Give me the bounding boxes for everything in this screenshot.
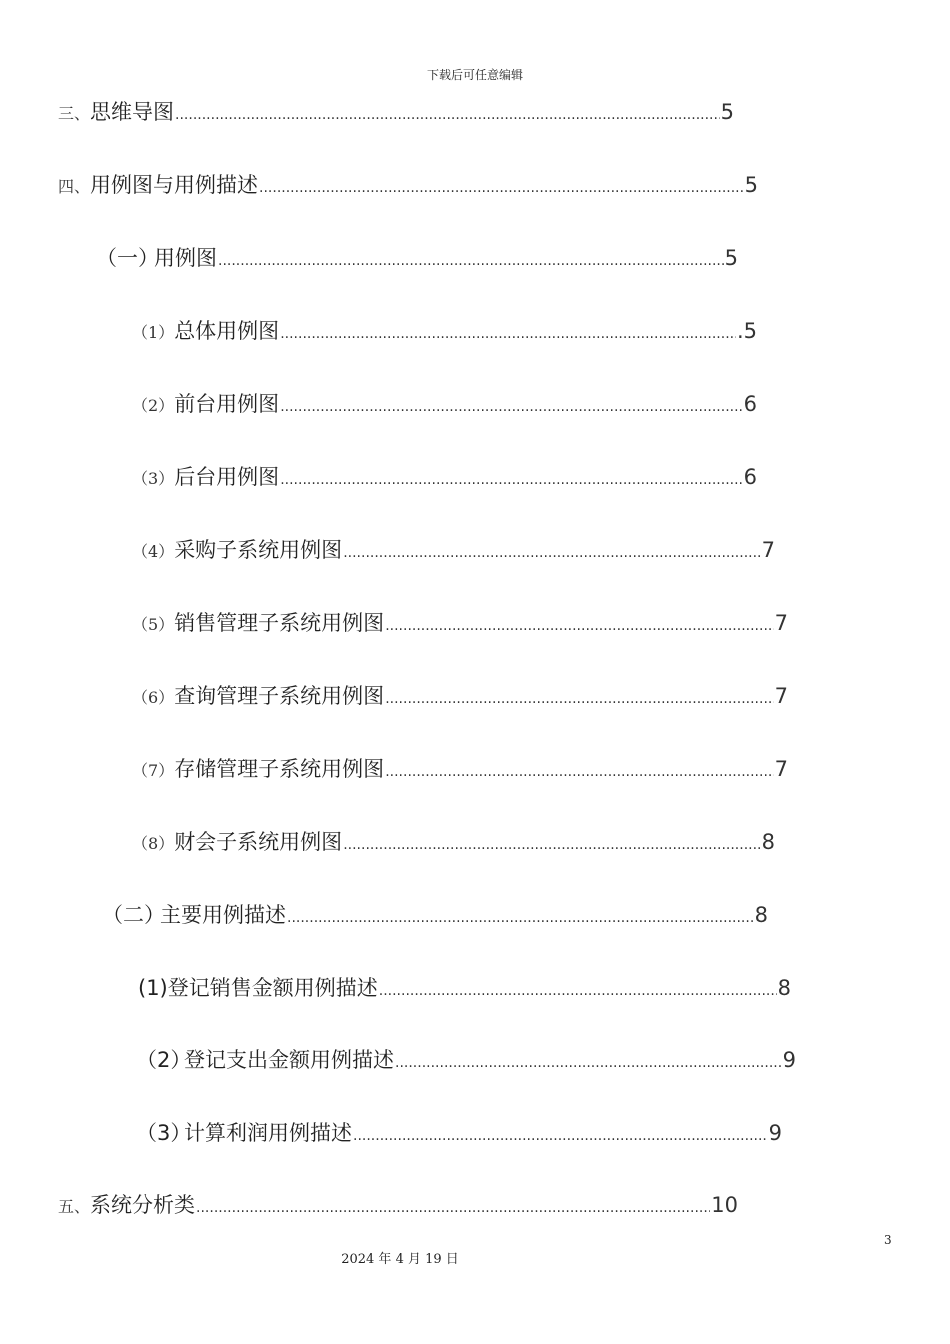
dot-leader [218,247,724,275]
page-header: 下载后可任意编辑 [426,68,523,82]
toc-entry[interactable] [136,1046,796,1077]
dot-leader [280,393,742,421]
toc-entry[interactable] [132,390,757,421]
toc-entry-title: 财会子系统用例图 [174,830,343,854]
page-number: 3 [884,1233,892,1247]
toc-entry-title: 总体用例图 [174,319,280,343]
toc-entry-title: 系统分析类 [90,1193,196,1217]
toc-entry-page: 8 [761,830,775,854]
toc-entry-page: 6 [743,465,757,489]
toc-entry-number: （8） [132,834,175,853]
dot-leader [175,101,720,129]
toc-entry-title: 存储管理子系统用例图 [174,757,385,781]
dot-leader [395,1049,782,1077]
toc-entry-page: 8 [777,976,791,1000]
toc-entry-number: （7） [132,761,175,780]
dot-leader [280,320,736,348]
toc-entry[interactable] [136,1119,782,1150]
toc-entry-title: 主要用例描述 [160,903,286,927]
dot-leader [280,466,742,494]
toc-entry[interactable] [138,974,791,1005]
footer-date: 2024 年 4 月 19 日 [341,1252,459,1267]
toc-entry-page: 6 [743,392,757,416]
toc-entry-number: (1) [138,976,168,1000]
toc-entry-page: 7 [761,538,775,562]
toc-entry[interactable] [132,682,788,713]
dot-leader [385,758,773,786]
toc-entry-page: 8 [754,903,768,927]
toc-entry-page: 9 [768,1121,782,1145]
toc-entry-title: 登记销售金额用例描述 [167,976,378,1000]
toc-entry[interactable] [58,1191,738,1222]
toc-entry-number: （3） [132,469,175,488]
toc-entry[interactable] [58,171,758,202]
dot-leader [385,612,773,640]
dot-leader [343,831,760,859]
toc-entry[interactable] [102,901,768,932]
toc-entry-number: （1） [132,323,175,342]
toc-entry-page: 9 [782,1048,796,1072]
toc-entry[interactable] [132,828,775,859]
toc-entry-page: 5 [724,246,738,270]
toc-entry-page: 7 [774,757,788,781]
toc-entry[interactable] [58,98,734,129]
toc-entry-number: 三、 [58,104,91,123]
toc-entry-title: 销售管理子系统用例图 [174,611,385,635]
toc-entry-title: 采购子系统用例图 [174,538,343,562]
toc-entry-number: 五、 [58,1197,91,1216]
toc-entry-title: 查询管理子系统用例图 [174,684,385,708]
toc-entry-number: （4） [132,542,175,561]
dot-leader [259,174,744,202]
toc-entry-page: 5 [720,100,734,124]
toc-entry[interactable] [132,317,757,348]
toc-entry-number: （一） [96,246,159,270]
toc-entry-page: 7 [774,611,788,635]
toc-entry[interactable] [132,463,757,494]
toc-entry[interactable] [132,609,788,640]
toc-entry-title: 后台用例图 [174,465,280,489]
toc-entry-page: .5 [736,319,757,343]
toc-entry[interactable] [132,536,775,567]
toc-entry-number: （6） [132,688,175,707]
toc-entry-number: （5） [132,615,175,634]
toc-entry[interactable] [132,755,788,786]
toc-entry-page: 5 [744,173,758,197]
toc-entry-number: （2） [132,396,175,415]
toc-entry-page: 7 [774,684,788,708]
toc-entry-title: 计算利润用例描述 [184,1121,352,1145]
toc-entry-number: （二） [102,903,165,927]
toc-entry[interactable] [96,244,738,275]
toc-entry-number: （2） [136,1048,192,1072]
toc-entry-title: 前台用例图 [174,392,280,416]
dot-leader [379,977,777,1005]
dot-leader [287,904,754,932]
dot-leader [343,539,760,567]
dot-leader [196,1194,710,1222]
toc-entry-title: 思维导图 [90,100,175,124]
toc-entry-number: 四、 [58,177,91,196]
toc-entry-page: 10 [711,1193,738,1217]
toc-entry-title: 登记支出金额用例描述 [184,1048,394,1072]
toc-entry-number: （3） [136,1121,192,1145]
toc-entry-title: 用例图 [154,246,217,270]
dot-leader [353,1122,768,1150]
toc-entry-title: 用例图与用例描述 [90,173,259,197]
dot-leader [385,685,773,713]
